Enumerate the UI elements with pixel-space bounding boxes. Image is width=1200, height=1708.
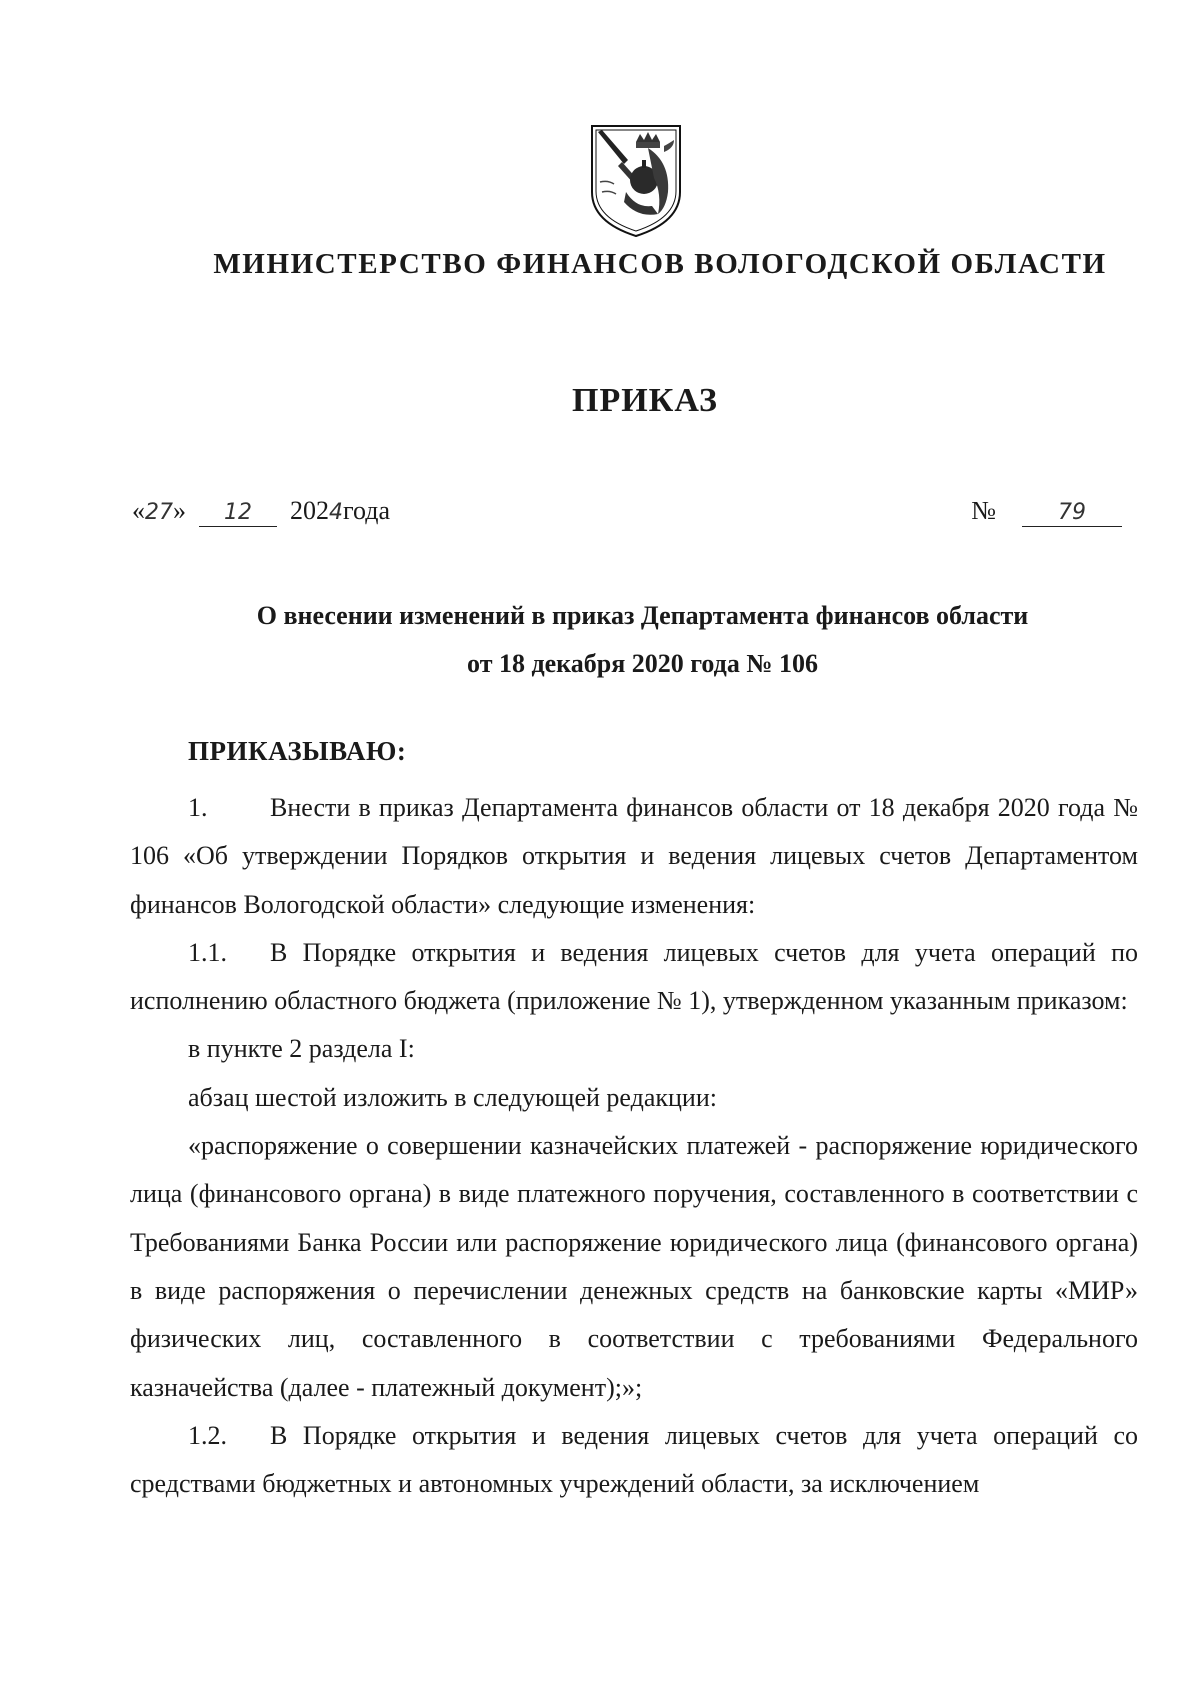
heading-line-2: от 18 декабря 2020 года № 106: [467, 649, 818, 678]
paragraph-text: Внести в приказ Департамента финансов области от 18 декабря 2020 года № 106 «Об утверждении Порядков открытия и ведения лицевых счетов Департаментом финансов Вологодской области» следующие изменения:: [130, 793, 1138, 919]
number-field: [1022, 498, 1122, 527]
paragraph-number: 1.2.: [188, 1420, 227, 1450]
paragraph-number: 1.1.: [188, 937, 227, 967]
paragraph-abzac: абзац шестой изложить в следующей редакции:: [188, 1082, 717, 1112]
date-open-quote: «: [132, 496, 145, 525]
heading-line-1: О внесении изменений в приказ Департамента финансов области: [256, 601, 1029, 630]
order-directive: ПРИКАЗЫВАЮ:: [188, 736, 407, 766]
date-day: 27: [145, 500, 173, 525]
document-type-title: ПРИКАЗ: [572, 382, 718, 419]
paragraph-number: 1.: [188, 793, 208, 822]
date-month: 12: [224, 500, 252, 525]
vologda-oblast-coat-of-arms-icon: [588, 122, 684, 240]
order-heading: [0, 592, 1200, 688]
paragraph-text: В Порядке открытия и ведения лицевых счетов для учета операций по исполнению областного бюджета (приложение № 1), утвержденном указанным приказом:: [130, 937, 1138, 1016]
number-label: №: [971, 496, 996, 525]
paragraph-1-1: [130, 929, 1138, 1026]
date-year-prefix: 202: [290, 496, 329, 525]
order-body: [130, 784, 1138, 1508]
paragraph-quote: «распоряжение о совершении казначейских платежей - распоряжение юридического лица (финансового органа) в виде платежного поручения, составленного в соответствии с Требованиями Банка России или распоряжение юридического лица (финансового органа) в виде распоряжения о перечислении денежных средств на банковские карты «МИР» физических лиц, составленного в соответствии с требованиями Федерального казначейства (далее - платежный документ);»;: [130, 1131, 1138, 1402]
date-year-digit: 4: [329, 500, 343, 525]
paragraph-1-2: [130, 1412, 1138, 1509]
order-number: [971, 496, 1122, 527]
paragraph-text: В Порядке открытия и ведения лицевых счетов для учета операций со средствами бюджетных и автономных учреждений области, за исключением: [130, 1420, 1138, 1499]
ministry-name: МИНИСТЕРСТВО ФИНАНСОВ ВОЛОГОДСКОЙ ОБЛАСТИ: [213, 248, 1107, 280]
date-month-field: [199, 498, 277, 527]
paragraph-point: в пункте 2 раздела I:: [188, 1034, 415, 1064]
date-close-quote: »: [173, 496, 186, 525]
number-value: 79: [1058, 500, 1086, 525]
paragraph-1: [130, 784, 1138, 929]
order-date: [132, 496, 390, 527]
date-year-suffix: года: [343, 496, 391, 525]
